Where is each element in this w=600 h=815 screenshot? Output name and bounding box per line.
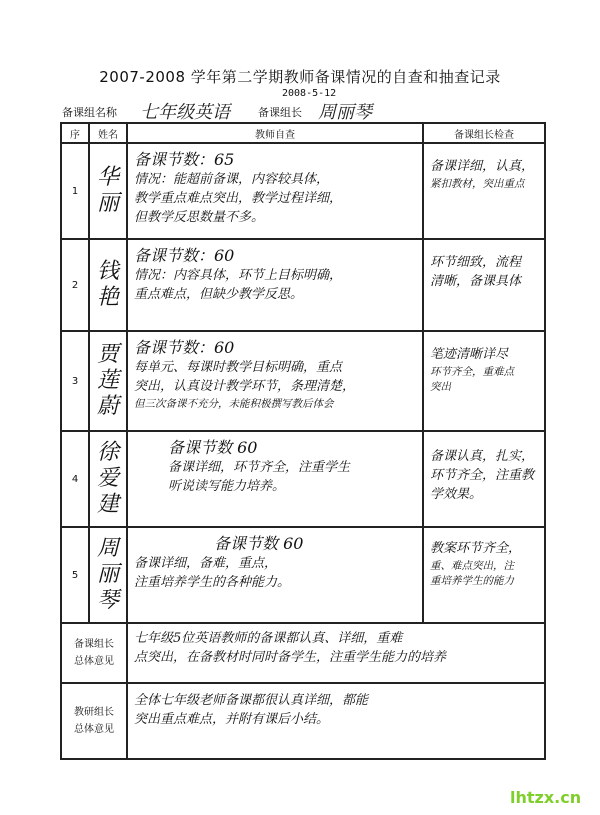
self-line: 备课节数：60 — [134, 338, 235, 357]
self-line: 每单元、每课时教学目标明确，重点 — [134, 360, 343, 376]
summary-line: 全体七年级老师备课都很认真详细，都能 — [134, 693, 369, 708]
self-line: 备课详细，环节齐全，注重学生 — [168, 460, 351, 476]
name-char: 丽 — [96, 562, 119, 587]
summary-text — [127, 683, 545, 759]
table-row — [61, 527, 545, 623]
group-value-wrap — [140, 98, 230, 124]
check-line: 紧扣教材，突出重点 — [430, 177, 525, 190]
name-char: 徐 — [96, 440, 119, 465]
summary-line: 七年级5位英语教师的备课都认真、详细，重难 — [134, 631, 403, 646]
leader-check-cell — [423, 239, 545, 331]
row-name — [89, 331, 127, 431]
check-line: 笔迹清晰详尽 — [430, 347, 509, 362]
row-name — [89, 431, 127, 527]
leader-value-wrap — [318, 98, 372, 124]
name-char: 蔚 — [96, 394, 119, 419]
self-line: 备课节数 60 — [168, 438, 258, 457]
name-char: 丽 — [96, 191, 119, 216]
self-line: 备课节数 60 — [214, 534, 304, 553]
leader-check-cell — [423, 143, 545, 239]
check-line: 清晰，备课具体 — [430, 273, 522, 289]
watermark: lhtzx.cn — [510, 788, 582, 807]
self-check-cell — [127, 239, 423, 331]
name-char: 周 — [96, 536, 119, 561]
self-line: 但三次备课不充分，未能积极撰写教后体会 — [134, 397, 334, 410]
check-line: 重培养学生的能力 — [430, 575, 514, 588]
row-no: 1 — [61, 143, 89, 239]
table-row — [61, 239, 545, 331]
row-name — [89, 143, 127, 239]
check-line: 重、难点突出，注 — [430, 559, 514, 572]
row-no: 4 — [61, 431, 89, 527]
table-row — [61, 431, 545, 527]
group-label: 备课组名称 — [62, 106, 117, 119]
self-check-cell — [127, 143, 423, 239]
label-line: 总体意见 — [74, 656, 114, 667]
summary-label — [61, 623, 127, 683]
check-line: 备课认真，扎实， — [430, 449, 535, 464]
row-name — [89, 239, 127, 331]
table-row — [61, 331, 545, 431]
self-line: 听说读写能力培养。 — [168, 479, 286, 495]
leader-check-cell — [423, 431, 545, 527]
check-line: 教案环节齐全， — [430, 541, 522, 556]
name-char: 爱 — [96, 466, 119, 491]
header-name: 姓名 — [89, 123, 127, 143]
self-line: 教学重点难点突出，教学过程详细， — [134, 191, 343, 207]
self-line: 备课节数：65 — [134, 150, 235, 169]
label-line: 总体意见 — [74, 724, 114, 735]
summary-line: 点突出，在备教材时同时备学生，注重学生能力的培养 — [134, 649, 447, 665]
self-check-cell — [127, 431, 423, 527]
record-date: 2008-5-12 — [282, 88, 337, 99]
name-char: 钱 — [96, 259, 119, 284]
row-no: 3 — [61, 331, 89, 431]
summary-text — [127, 623, 545, 683]
check-line: 环节齐全，重难点 — [430, 365, 514, 378]
check-line: 备课详细，认真， — [430, 159, 535, 174]
leader-label: 备课组长 — [258, 106, 302, 119]
header-check: 备课组长检查 — [423, 123, 545, 143]
self-line: 但教学反思数量不多。 — [134, 209, 265, 225]
header-no: 序 — [61, 123, 89, 143]
name-char: 建 — [96, 492, 119, 517]
header-row — [61, 123, 545, 143]
self-line: 重点难点，但缺少教学反思。 — [134, 287, 304, 303]
name-char: 艳 — [96, 285, 119, 310]
self-check-cell — [127, 527, 423, 623]
name-char: 莲 — [96, 368, 119, 393]
name-char: 华 — [96, 165, 119, 190]
summary-label — [61, 683, 127, 759]
check-line: 环节齐全，注重教 — [430, 467, 535, 483]
self-check-cell — [127, 331, 423, 431]
summary-line: 突出重点难点，并附有课后小结。 — [134, 711, 330, 727]
label-line: 备课组长 — [74, 639, 114, 650]
name-char: 琴 — [96, 588, 119, 613]
check-line: 学效果。 — [430, 486, 483, 502]
header-self: 教师自查 — [127, 123, 423, 143]
leader-value: 周丽琴 — [318, 102, 372, 123]
row-no: 5 — [61, 527, 89, 623]
row-no: 2 — [61, 239, 89, 331]
summary-row — [61, 623, 545, 683]
row-name — [89, 527, 127, 623]
self-line: 备课详细，备难，重点， — [134, 556, 278, 572]
self-line: 突出，认真设计教学环节，条理清楚， — [134, 379, 356, 395]
group-value: 七年级英语 — [140, 102, 230, 123]
self-line: 情况：能超前备课，内容较具体， — [134, 172, 330, 188]
page-title: 2007-2008 学年第二学期教师备课情况的自查和抽查记录 — [99, 68, 501, 86]
check-line: 突出 — [430, 381, 451, 394]
label-line: 教研组长 — [74, 707, 114, 718]
self-line: 备课节数：60 — [134, 246, 235, 265]
name-char: 贾 — [96, 342, 119, 367]
self-line: 注重培养学生的各种能力。 — [134, 575, 291, 591]
summary-row — [61, 683, 545, 759]
table-row — [61, 143, 545, 239]
leader-check-cell — [423, 527, 545, 623]
leader-check-cell — [423, 331, 545, 431]
check-line: 环节细致，流程 — [430, 255, 522, 270]
self-line: 情况：内容具体，环节上目标明确， — [134, 268, 343, 284]
record-table — [60, 122, 546, 760]
